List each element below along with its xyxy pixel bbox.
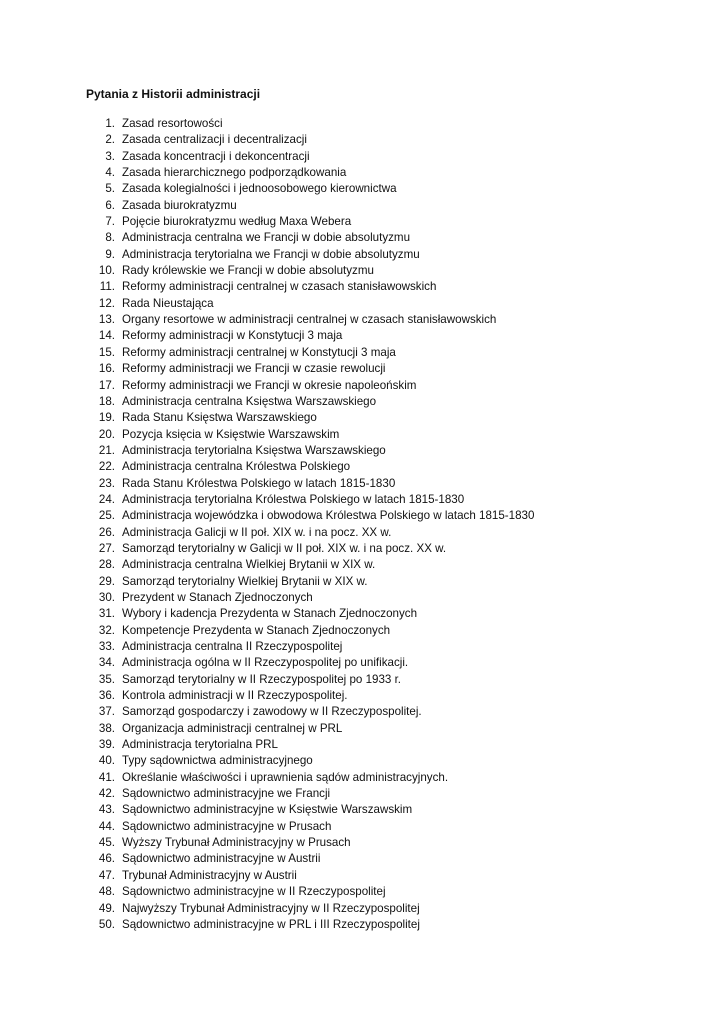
list-item [86, 623, 534, 639]
item-text: Samorząd terytorialny w Galicji w II poł. XIX w. i na pocz. XX w. [122, 541, 447, 555]
item-text: Pojęcie biurokratyzmu według Maxa Webera [122, 215, 352, 229]
item-text: Rady królewskie we Francji w dobie absolutyzmu [122, 264, 374, 278]
item-text: Określanie właściwości i uprawnienia sądów administracyjnych. [122, 770, 449, 784]
item-text: Kontrola administracji w II Rzeczypospolitej. [122, 689, 348, 703]
item-text: Organizacja administracji centralnej w PRL [122, 721, 343, 735]
item-number: 6. [105, 198, 115, 212]
item-text: Sądownictwo administracyjne we Francji [122, 787, 331, 801]
item-text: Administracja terytorialna PRL [122, 738, 278, 752]
item-number: 34. [98, 656, 115, 670]
list-item [86, 606, 534, 622]
item-text: Sądownictwo administracyjne w Księstwie Warszawskim [122, 803, 413, 817]
list-item [86, 116, 534, 132]
item-text: Reformy administracji we Francji w czasie rewolucji [122, 362, 386, 376]
list-item [86, 181, 534, 197]
document-title: Pytania z Historii administracji [86, 87, 261, 101]
list-item [86, 917, 534, 933]
item-number: 3. [105, 149, 115, 163]
item-number: 33. [98, 640, 115, 653]
list-item [86, 835, 534, 851]
item-number: 36. [98, 689, 115, 703]
list-item [86, 819, 534, 835]
item-number: 9. [105, 247, 115, 261]
item-text: Zasada kolegialności i jednoosobowego kierownictwa [122, 182, 397, 196]
list-item [86, 525, 534, 541]
item-text: Administracja ogólna w II Rzeczypospolitej po unifikacji. [122, 656, 409, 670]
item-text: Rada Stanu Królestwa Polskiego w latach 1815-1830 [122, 476, 396, 490]
item-number: 37. [98, 705, 115, 719]
list-item [86, 492, 534, 508]
item-text: Zasada koncentracji i dekoncentracji [122, 149, 310, 163]
item-number: 40. [98, 754, 115, 768]
list-item [86, 149, 534, 165]
list-item [86, 247, 534, 263]
item-number: 20. [98, 427, 115, 441]
list-item [86, 590, 534, 606]
item-number: 21. [98, 443, 115, 457]
list-item [86, 639, 534, 655]
list-item [86, 655, 534, 671]
item-number: 24. [98, 492, 115, 506]
item-number: 49. [98, 901, 115, 915]
list-item [86, 427, 534, 443]
item-text: Zasada centralizacji i decentralizacji [122, 133, 307, 147]
item-number: 16. [98, 362, 115, 376]
list-item [86, 296, 534, 312]
item-number: 30. [98, 590, 115, 604]
list-item [86, 770, 534, 786]
list-item [86, 263, 534, 279]
item-number: 43. [98, 803, 115, 817]
item-text: Administracja centralna II Rzeczypospolitej [122, 640, 343, 653]
list-item [86, 688, 534, 704]
item-number: 11. [99, 280, 115, 294]
item-number: 1. [105, 117, 115, 130]
item-text: Reformy administracji w Konstytucji 3 maja [122, 329, 343, 343]
item-text: Sądownictwo administracyjne w Prusach [122, 819, 332, 833]
item-text: Administracja centralna Królestwa Polskiego [122, 460, 351, 474]
list-item [86, 443, 534, 459]
item-number: 39. [98, 738, 115, 752]
item-number: 8. [105, 231, 115, 245]
list-item [86, 737, 534, 753]
item-number: 46. [98, 852, 115, 866]
item-text: Samorząd gospodarczy i zawodowy w II Rzeczypospolitej. [122, 705, 422, 719]
list-item [86, 312, 534, 328]
item-number: 42. [98, 787, 115, 801]
item-number: 17. [98, 378, 115, 392]
list-item [86, 198, 534, 214]
item-text: Administracja centralna we Francji w dobie absolutyzmu [122, 231, 411, 245]
item-number: 12. [98, 296, 115, 310]
item-text: Sądownictwo administracyjne w II Rzeczypospolitej [122, 885, 386, 899]
list-item [86, 786, 534, 802]
item-text: Prezydent w Stanach Zjednoczonych [122, 590, 313, 604]
item-number: 35. [98, 672, 115, 686]
item-number: 28. [98, 558, 115, 572]
item-text: Reformy administracji centralnej w czasach stanisławowskich [122, 280, 437, 294]
list-item [86, 165, 534, 181]
item-text: Rada Nieustająca [122, 296, 214, 310]
list-item [86, 410, 534, 426]
item-text: Sądownictwo administracyjne w PRL i III Rzeczypospolitej [122, 917, 420, 931]
item-number: 14. [98, 329, 115, 343]
item-number: 45. [98, 836, 115, 850]
item-number: 2. [105, 133, 115, 147]
list-item [86, 753, 534, 769]
item-number: 48. [98, 885, 115, 899]
list-item [86, 508, 534, 524]
list-item [86, 901, 534, 917]
list-item [86, 459, 534, 475]
list-item [86, 345, 534, 361]
item-text: Pozycja księcia w Księstwie Warszawskim [122, 427, 340, 441]
item-text: Administracja terytorialna Królestwa Polskiego w latach 1815-1830 [122, 492, 465, 506]
list-item [86, 378, 534, 394]
list-item [86, 476, 534, 492]
list-item [86, 214, 534, 230]
list-item [86, 884, 534, 900]
list-item [86, 574, 534, 590]
list-item [86, 361, 534, 377]
item-text: Zasada hierarchicznego podporządkowania [122, 166, 347, 180]
list-item [86, 704, 534, 720]
item-number: 7. [105, 215, 115, 229]
item-number: 44. [98, 819, 115, 833]
item-number: 18. [98, 394, 115, 408]
questions-list [86, 116, 534, 933]
item-text: Administracja Galicji w II poł. XIX w. i na pocz. XX w. [122, 525, 392, 539]
item-number: 27. [98, 541, 115, 555]
list-item [86, 541, 534, 557]
item-number: 19. [98, 411, 115, 425]
item-text: Reformy administracji we Francji w okresie napoleońskim [122, 378, 417, 392]
list-item [86, 672, 534, 688]
list-item [86, 394, 534, 410]
item-text: Kompetencje Prezydenta w Stanach Zjednoczonych [122, 623, 391, 637]
item-number: 31. [98, 607, 115, 621]
item-number: 38. [98, 721, 115, 735]
item-text: Administracja terytorialna Księstwa Warszawskiego [122, 443, 386, 457]
item-text: Najwyższy Trybunał Administracyjny w II Rzeczypospolitej [122, 901, 420, 915]
list-item [86, 279, 534, 295]
item-number: 47. [98, 868, 115, 882]
item-number: 15. [98, 345, 115, 359]
item-number: 25. [98, 509, 115, 523]
item-number: 13. [98, 313, 115, 327]
item-number: 4. [105, 166, 115, 180]
item-text: Administracja terytorialna we Francji w dobie absolutyzmu [122, 247, 420, 261]
item-number: 5. [105, 182, 115, 196]
item-number: 32. [98, 623, 115, 637]
item-number: 41. [98, 770, 115, 784]
item-text: Administracja centralna Księstwa Warszawskiego [122, 394, 377, 408]
item-text: Sądownictwo administracyjne w Austrii [122, 852, 321, 866]
item-text: Wyższy Trybunał Administracyjny w Prusach [122, 836, 351, 850]
item-text: Samorząd terytorialny Wielkiej Brytanii w XIX w. [122, 574, 368, 588]
item-number: 22. [98, 460, 115, 474]
list-item [86, 328, 534, 344]
list-item [86, 721, 534, 737]
list-item [86, 851, 534, 867]
item-text: Typy sądownictwa administracyjnego [122, 754, 313, 768]
item-number: 26. [98, 525, 115, 539]
item-text: Organy resortowe w administracji centralnej w czasach stanisławowskich [122, 313, 497, 327]
item-text: Wybory i kadencja Prezydenta w Stanach Zjednoczonych [122, 607, 418, 621]
list-item [86, 557, 534, 573]
item-text: Reformy administracji centralnej w Konstytucji 3 maja [122, 345, 396, 359]
item-text: Administracja centralna Wielkiej Brytanii w XIX w. [122, 558, 376, 572]
item-number: 10. [98, 264, 115, 278]
item-text: Rada Stanu Księstwa Warszawskiego [122, 411, 317, 425]
list-item [86, 868, 534, 884]
list-item [86, 132, 534, 148]
item-text: Zasada biurokratyzmu [122, 198, 237, 212]
item-text: Samorząd terytorialny w II Rzeczypospolitej po 1933 r. [122, 672, 402, 686]
item-text: Trybunał Administracyjny w Austrii [122, 868, 297, 882]
item-number: 50. [98, 917, 115, 931]
item-number: 23. [98, 476, 115, 490]
item-number: 29. [98, 574, 115, 588]
item-text: Zasad resortowości [122, 117, 223, 130]
item-text: Administracja wojewódzka i obwodowa Królestwa Polskiego w latach 1815-1830 [122, 509, 535, 523]
list-item [86, 230, 534, 246]
list-item [86, 802, 534, 818]
